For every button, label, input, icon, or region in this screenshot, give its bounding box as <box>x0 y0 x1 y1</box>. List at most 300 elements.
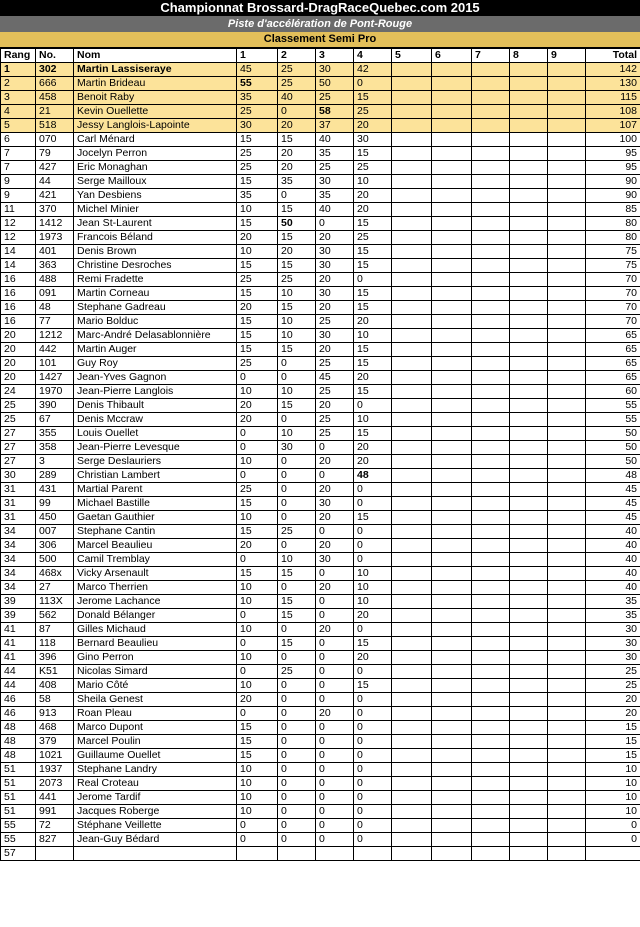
cell-round-9 <box>548 329 586 343</box>
col-round-6: 6 <box>432 49 472 63</box>
cell-round-3: 0 <box>316 651 354 665</box>
cell-round-1: 0 <box>237 665 278 679</box>
cell-rang: 39 <box>1 595 36 609</box>
cell-round-9 <box>548 777 586 791</box>
cell-rang: 27 <box>1 455 36 469</box>
cell-round-8 <box>510 623 548 637</box>
cell-round-7 <box>472 651 510 665</box>
cell-rang: 55 <box>1 833 36 847</box>
cell-round-5 <box>392 721 432 735</box>
cell-round-8 <box>510 399 548 413</box>
cell-nom: Camil Tremblay <box>74 553 237 567</box>
cell-total: 90 <box>586 189 640 203</box>
cell-round-3: 0 <box>316 805 354 819</box>
cell-round-5 <box>392 259 432 273</box>
cell-rang: 5 <box>1 119 36 133</box>
cell-round-4: 20 <box>354 189 392 203</box>
cell-round-6 <box>432 833 472 847</box>
cell-round-4: 15 <box>354 511 392 525</box>
cell-round-6 <box>432 441 472 455</box>
cell-total: 0 <box>586 819 640 833</box>
cell-round-1: 25 <box>237 105 278 119</box>
table-row <box>1 693 640 707</box>
cell-round-7 <box>472 203 510 217</box>
cell-round-5 <box>392 371 432 385</box>
cell-no: 48 <box>36 301 74 315</box>
cell-round-5 <box>392 497 432 511</box>
cell-round-1: 15 <box>237 749 278 763</box>
cell-nom: Roan Pleau <box>74 707 237 721</box>
cell-round-6 <box>432 581 472 595</box>
cell-nom: Martial Parent <box>74 483 237 497</box>
cell-nom: Mario Bolduc <box>74 315 237 329</box>
cell-round-9 <box>548 105 586 119</box>
cell-rang: 34 <box>1 539 36 553</box>
cell-round-9 <box>548 175 586 189</box>
cell-round-3: 25 <box>316 427 354 441</box>
cell-round-1: 10 <box>237 455 278 469</box>
cell-round-6 <box>432 63 472 77</box>
cell-round-4: 20 <box>354 441 392 455</box>
cell-round-5 <box>392 343 432 357</box>
cell-round-2: 30 <box>278 441 316 455</box>
table-row <box>1 623 640 637</box>
cell-round-2: 25 <box>278 525 316 539</box>
cell-round-6 <box>432 413 472 427</box>
cell-round-2: 10 <box>278 385 316 399</box>
cell-round-6 <box>432 679 472 693</box>
cell-round-4: 0 <box>354 735 392 749</box>
cell-rang: 4 <box>1 105 36 119</box>
cell-round-3: 0 <box>316 721 354 735</box>
cell-round-1: 10 <box>237 777 278 791</box>
cell-round-3: 30 <box>316 497 354 511</box>
cell-round-9 <box>548 707 586 721</box>
cell-round-5 <box>392 217 432 231</box>
cell-round-4: 0 <box>354 483 392 497</box>
cell-round-4: 15 <box>354 91 392 105</box>
cell-rang: 51 <box>1 805 36 819</box>
cell-round-7 <box>472 147 510 161</box>
col-round-5: 5 <box>392 49 432 63</box>
cell-nom: Marcel Beaulieu <box>74 539 237 553</box>
cell-round-8 <box>510 63 548 77</box>
cell-round-5 <box>392 119 432 133</box>
cell-rang: 46 <box>1 693 36 707</box>
cell-nom: Marco Therrien <box>74 581 237 595</box>
cell-round-5 <box>392 777 432 791</box>
cell-round-2: 0 <box>278 791 316 805</box>
cell-round-3: 30 <box>316 245 354 259</box>
cell-round-4: 0 <box>354 273 392 287</box>
cell-round-1: 10 <box>237 581 278 595</box>
cell-no: 1412 <box>36 217 74 231</box>
cell-total: 10 <box>586 805 640 819</box>
cell-round-4: 0 <box>354 791 392 805</box>
table-row <box>1 553 640 567</box>
table-row <box>1 833 640 847</box>
cell-round-9 <box>548 315 586 329</box>
col-round-1: 1 <box>237 49 278 63</box>
cell-round-2: 0 <box>278 105 316 119</box>
cell-round-2: 0 <box>278 735 316 749</box>
cell-no: 442 <box>36 343 74 357</box>
cell-round-5 <box>392 203 432 217</box>
cell-round-8 <box>510 357 548 371</box>
cell-rang: 27 <box>1 441 36 455</box>
cell-round-8 <box>510 665 548 679</box>
cell-round-7 <box>472 763 510 777</box>
cell-round-3: 20 <box>316 301 354 315</box>
cell-round-6 <box>432 105 472 119</box>
page-title: Championnat Brossard-DragRaceQuebec.com 2015 <box>0 0 640 16</box>
cell-nom: Stephane Gadreau <box>74 301 237 315</box>
cell-nom: Serge Mailloux <box>74 175 237 189</box>
cell-no: 72 <box>36 819 74 833</box>
table-row <box>1 63 640 77</box>
cell-round-6 <box>432 665 472 679</box>
cell-round-8 <box>510 105 548 119</box>
cell-total: 75 <box>586 259 640 273</box>
cell-round-8 <box>510 371 548 385</box>
cell-no: K51 <box>36 665 74 679</box>
cell-rang: 34 <box>1 525 36 539</box>
cell-round-4: 10 <box>354 175 392 189</box>
cell-total: 20 <box>586 693 640 707</box>
cell-total: 65 <box>586 329 640 343</box>
cell-round-8 <box>510 161 548 175</box>
cell-no: 358 <box>36 441 74 455</box>
cell-round-1: 0 <box>237 371 278 385</box>
table-row <box>1 315 640 329</box>
cell-nom: Martin Lassiseraye <box>74 63 237 77</box>
cell-total: 25 <box>586 665 640 679</box>
cell-nom: Yan Desbiens <box>74 189 237 203</box>
cell-round-5 <box>392 525 432 539</box>
cell-round-4: 0 <box>354 833 392 847</box>
cell-round-1: 0 <box>237 427 278 441</box>
cell-round-5 <box>392 623 432 637</box>
cell-round-5 <box>392 665 432 679</box>
cell-round-6 <box>432 343 472 357</box>
cell-nom: Jean-Pierre Levesque <box>74 441 237 455</box>
cell-round-4: 15 <box>354 343 392 357</box>
cell-round-1: 10 <box>237 679 278 693</box>
cell-round-3: 0 <box>316 833 354 847</box>
cell-rang: 6 <box>1 133 36 147</box>
cell-total: 40 <box>586 525 640 539</box>
cell-round-5 <box>392 791 432 805</box>
cell-rang: 25 <box>1 399 36 413</box>
cell-round-6 <box>432 609 472 623</box>
cell-round-3: 0 <box>316 595 354 609</box>
cell-round-7 <box>472 721 510 735</box>
cell-no: 991 <box>36 805 74 819</box>
cell-round-3: 37 <box>316 119 354 133</box>
cell-total: 10 <box>586 777 640 791</box>
cell-round-7 <box>472 259 510 273</box>
cell-round-7 <box>472 357 510 371</box>
cell-no: 99 <box>36 497 74 511</box>
cell-round-9 <box>548 217 586 231</box>
cell-no: 421 <box>36 189 74 203</box>
cell-round-9 <box>548 77 586 91</box>
cell-no: 118 <box>36 637 74 651</box>
cell-round-7 <box>472 707 510 721</box>
cell-round-4: 25 <box>354 161 392 175</box>
cell-round-1: 20 <box>237 539 278 553</box>
cell-total: 75 <box>586 245 640 259</box>
cell-round-6 <box>432 721 472 735</box>
cell-round-9 <box>548 133 586 147</box>
cell-round-2: 0 <box>278 483 316 497</box>
cell-rang: 30 <box>1 469 36 483</box>
cell-round-5 <box>392 539 432 553</box>
cell-round-7 <box>472 567 510 581</box>
cell-round-1: 0 <box>237 637 278 651</box>
cell-round-8 <box>510 833 548 847</box>
cell-round-7 <box>472 623 510 637</box>
cell-round-5 <box>392 91 432 105</box>
cell-round-6 <box>432 805 472 819</box>
cell-no: 113X <box>36 595 74 609</box>
cell-round-6 <box>432 693 472 707</box>
cell-round-8 <box>510 735 548 749</box>
cell-total: 45 <box>586 483 640 497</box>
cell-round-4: 10 <box>354 329 392 343</box>
cell-round-5 <box>392 651 432 665</box>
cell-round-4: 15 <box>354 637 392 651</box>
cell-round-7 <box>472 343 510 357</box>
cell-no: 827 <box>36 833 74 847</box>
cell-round-6 <box>432 357 472 371</box>
cell-round-1: 15 <box>237 259 278 273</box>
cell-round-8 <box>510 77 548 91</box>
cell-round-9 <box>548 651 586 665</box>
cell-round-4: 20 <box>354 609 392 623</box>
cell-round-6 <box>432 595 472 609</box>
cell-no: 562 <box>36 609 74 623</box>
cell-round-8 <box>510 469 548 483</box>
cell-round-3: 20 <box>316 455 354 469</box>
cell-total: 35 <box>586 595 640 609</box>
col-rang: Rang <box>1 49 36 63</box>
cell-round-8 <box>510 441 548 455</box>
table-row <box>1 567 640 581</box>
cell-round-2: 0 <box>278 371 316 385</box>
cell-round-7 <box>472 441 510 455</box>
cell-round-2: 20 <box>278 119 316 133</box>
table-row <box>1 287 640 301</box>
cell-round-3: 0 <box>316 665 354 679</box>
cell-nom: Bernard Beaulieu <box>74 637 237 651</box>
cell-round-3: 30 <box>316 63 354 77</box>
cell-round-3: 25 <box>316 315 354 329</box>
cell-rang: 12 <box>1 217 36 231</box>
cell-no: 070 <box>36 133 74 147</box>
cell-round-6 <box>432 259 472 273</box>
cell-total: 15 <box>586 749 640 763</box>
cell-round-1: 15 <box>237 525 278 539</box>
cell-total: 15 <box>586 735 640 749</box>
cell-no: 441 <box>36 791 74 805</box>
table-row <box>1 371 640 385</box>
cell-round-4: 15 <box>354 427 392 441</box>
cell-round-7 <box>472 329 510 343</box>
cell-round-9 <box>548 805 586 819</box>
cell-nom: Jessy Langlois-Lapointe <box>74 119 237 133</box>
cell-no: 431 <box>36 483 74 497</box>
cell-round-2: 15 <box>278 301 316 315</box>
cell-round-3: 20 <box>316 343 354 357</box>
cell-round-5 <box>392 105 432 119</box>
cell-round-2: 15 <box>278 609 316 623</box>
table-row <box>1 413 640 427</box>
page-subtitle: Piste d'accélération de Pont-Rouge <box>0 16 640 32</box>
cell-round-4: 15 <box>354 357 392 371</box>
cell-round-6 <box>432 217 472 231</box>
cell-round-7 <box>472 217 510 231</box>
cell-round-8 <box>510 805 548 819</box>
cell-round-7 <box>472 189 510 203</box>
cell-round-4: 0 <box>354 77 392 91</box>
cell-no: 390 <box>36 399 74 413</box>
cell-round-5 <box>392 357 432 371</box>
cell-rang: 27 <box>1 427 36 441</box>
cell-round-9 <box>548 637 586 651</box>
cell-round-2: 40 <box>278 91 316 105</box>
cell-round-1: 10 <box>237 203 278 217</box>
table-row <box>1 805 640 819</box>
cell-round-4: 30 <box>354 133 392 147</box>
cell-nom: Marc-André Delasablonnière <box>74 329 237 343</box>
cell-round-8 <box>510 329 548 343</box>
cell-total: 20 <box>586 707 640 721</box>
cell-round-9 <box>548 203 586 217</box>
cell-total: 65 <box>586 371 640 385</box>
cell-no: 396 <box>36 651 74 665</box>
table-row <box>1 357 640 371</box>
cell-round-2: 10 <box>278 427 316 441</box>
cell-no: 1021 <box>36 749 74 763</box>
cell-round-7 <box>472 455 510 469</box>
cell-round-8 <box>510 455 548 469</box>
table-row <box>1 791 640 805</box>
cell-round-7 <box>472 483 510 497</box>
cell-round-9 <box>548 245 586 259</box>
cell-no: 1937 <box>36 763 74 777</box>
cell-no: 370 <box>36 203 74 217</box>
cell-round-7 <box>472 175 510 189</box>
cell-nom: Jean-Guy Bédard <box>74 833 237 847</box>
col-round-9: 9 <box>548 49 586 63</box>
cell-round-6 <box>432 329 472 343</box>
cell-round-9 <box>548 679 586 693</box>
cell-no: 458 <box>36 91 74 105</box>
cell-total: 85 <box>586 203 640 217</box>
col-round-7: 7 <box>472 49 510 63</box>
cell-round-7 <box>472 371 510 385</box>
cell-round-9 <box>548 721 586 735</box>
cell-round-3: 35 <box>316 147 354 161</box>
cell-round-5 <box>392 511 432 525</box>
cell-total: 70 <box>586 273 640 287</box>
cell-nom: Vicky Arsenault <box>74 567 237 581</box>
table-row <box>1 469 640 483</box>
cell-nom: Michel Minier <box>74 203 237 217</box>
cell-round-9 <box>548 763 586 777</box>
cell-rang: 2 <box>1 77 36 91</box>
cell-nom: Eric Monaghan <box>74 161 237 175</box>
cell-round-8 <box>510 427 548 441</box>
cell-round-4: 15 <box>354 259 392 273</box>
cell-round-3: 30 <box>316 175 354 189</box>
cell-round-9 <box>548 231 586 245</box>
table-row <box>1 147 640 161</box>
cell-nom: Marcel Poulin <box>74 735 237 749</box>
cell-nom: Michael Bastille <box>74 497 237 511</box>
cell-round-2: 35 <box>278 175 316 189</box>
cell-round-1: 10 <box>237 511 278 525</box>
cell-round-6 <box>432 315 472 329</box>
cell-round-3: 25 <box>316 91 354 105</box>
cell-nom: Martin Auger <box>74 343 237 357</box>
cell-round-2: 0 <box>278 833 316 847</box>
cell-round-6 <box>432 133 472 147</box>
cell-no: 666 <box>36 77 74 91</box>
cell-round-3: 0 <box>316 637 354 651</box>
cell-round-9 <box>548 119 586 133</box>
cell-round-2: 50 <box>278 217 316 231</box>
cell-round-3: 0 <box>316 441 354 455</box>
cell-round-2: 15 <box>278 399 316 413</box>
cell-round-8 <box>510 721 548 735</box>
cell-total: 95 <box>586 147 640 161</box>
cell-round-1: 15 <box>237 735 278 749</box>
cell-rang: 12 <box>1 231 36 245</box>
cell-round-2: 0 <box>278 357 316 371</box>
cell-round-2: 15 <box>278 595 316 609</box>
cell-round-2: 25 <box>278 273 316 287</box>
cell-nom: Mario Côté <box>74 679 237 693</box>
cell-round-1: 15 <box>237 567 278 581</box>
cell-round-1: 15 <box>237 343 278 357</box>
cell-no: 091 <box>36 287 74 301</box>
cell-rang: 51 <box>1 763 36 777</box>
cell-rang: 46 <box>1 707 36 721</box>
cell-round-1: 25 <box>237 357 278 371</box>
cell-round-4: 42 <box>354 63 392 77</box>
cell-round-3: 58 <box>316 105 354 119</box>
cell-rang: 34 <box>1 581 36 595</box>
cell-nom: Denis Thibault <box>74 399 237 413</box>
cell-round-3: 30 <box>316 259 354 273</box>
cell-no: 2073 <box>36 777 74 791</box>
cell-round-8 <box>510 581 548 595</box>
cell-round-8 <box>510 315 548 329</box>
cell-round-7 <box>472 665 510 679</box>
cell-round-4: 20 <box>354 119 392 133</box>
cell-round-2: 15 <box>278 637 316 651</box>
cell-rang: 41 <box>1 651 36 665</box>
cell-round-8 <box>510 693 548 707</box>
cell-round-1: 0 <box>237 469 278 483</box>
cell-round-2: 25 <box>278 63 316 77</box>
cell-rang: 16 <box>1 301 36 315</box>
cell-rang: 9 <box>1 189 36 203</box>
cell-round-7 <box>472 525 510 539</box>
cell-round-7 <box>472 245 510 259</box>
